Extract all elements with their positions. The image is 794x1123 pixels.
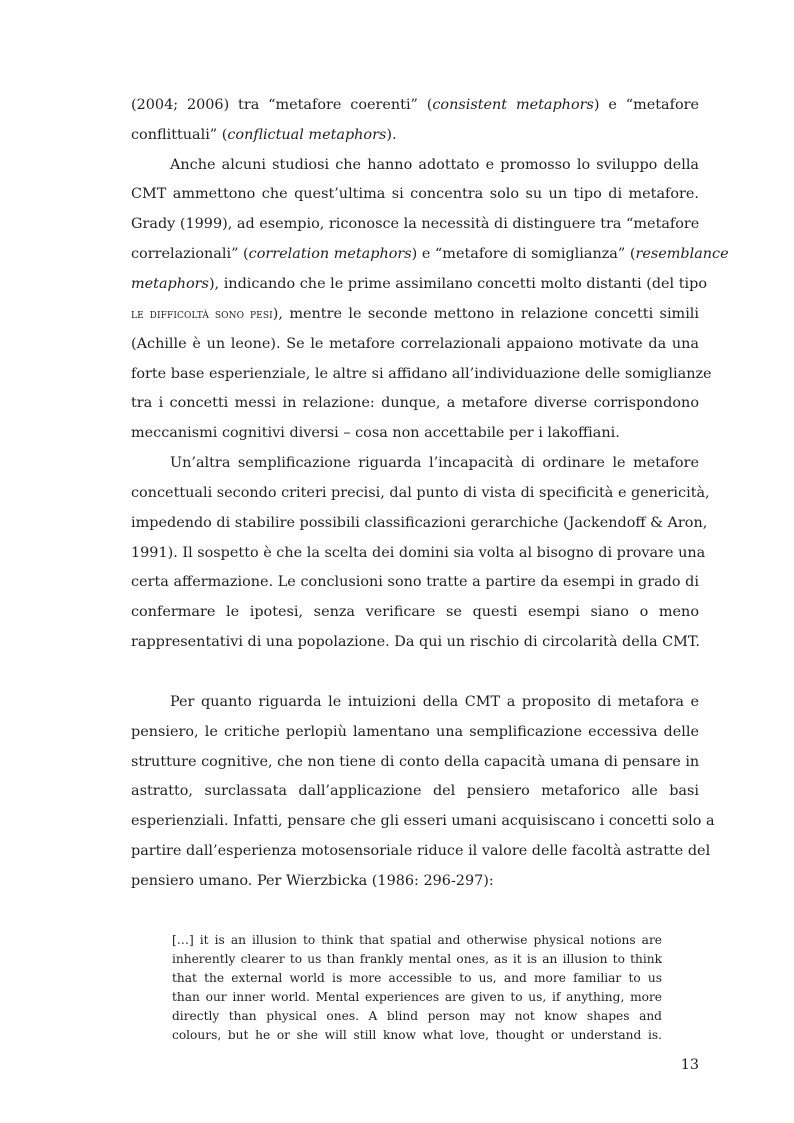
italic-term: conflictual metaphors xyxy=(227,127,387,143)
paragraph-line: (Achille è un leone). Se le metafore correlazionali appaiono motivate da una xyxy=(131,336,699,352)
text-run: correlazionali” ( xyxy=(131,246,249,262)
paragraph-line: rappresentativi di una popolazione. Da qui un rischio di circolarità della CMT. xyxy=(131,634,700,650)
text-run: ), mentre le seconde mettono in relazione concetti simili xyxy=(272,306,699,322)
quote-line: directly than physical ones. A blind person may not know shapes and xyxy=(172,1009,662,1023)
italic-term: resemblance xyxy=(635,246,729,262)
paragraph-line: Anche alcuni studiosi che hanno adottato e promosso lo sviluppo della xyxy=(170,157,699,173)
quote-line: inherently clearer to us than frankly mental ones, as it is an illusion to think xyxy=(172,952,662,966)
text-run: conflittuali” ( xyxy=(131,127,228,143)
paragraph-line: confermare le ipotesi, senza verificare se questi esempi siano o meno xyxy=(131,604,699,620)
text-run: ) e “metafore xyxy=(593,97,699,113)
paragraph-line: Un’altra semplificazione riguarda l’incapacità di ordinare le metafore xyxy=(170,455,699,471)
italic-term: consistent metaphors xyxy=(432,97,594,113)
paragraph-line: esperienziali. Infatti, pensare che gli esseri umani acquisiscano i concetti solo a xyxy=(131,813,715,829)
text-run: ). xyxy=(386,127,397,143)
text-run: ) e “metafore di somiglianza” ( xyxy=(411,246,636,262)
paragraph-line: certa affermazione. Le conclusioni sono tratte a partire da esempi in grado di xyxy=(131,574,699,590)
paragraph-line: Grady (1999), ad esempio, riconosce la necessità di distinguere tra “metafore xyxy=(131,216,700,232)
text-run: ), indicando che le prime assimilano concetti molto distanti (del tipo xyxy=(208,276,707,292)
quote-line: than our inner world. Mental experiences are given to us, if anything, more xyxy=(172,990,662,1004)
paragraph-line: meccanismi cognitivi diversi – cosa non accettabile per i lakoffiani. xyxy=(131,425,620,441)
quote-line: colours, but he or she will still know what love, thought or understand is. xyxy=(172,1028,662,1042)
paragraph-line: tra i concetti messi in relazione: dunque, a metafore diverse corrispondono xyxy=(131,395,699,411)
paragraph-line xyxy=(131,244,729,264)
paragraph-line: impedendo di stabilire possibili classificazioni gerarchiche (Jackendoff & Aron, xyxy=(131,515,708,531)
text-run: (2004; 2006) tra “metafore coerenti” ( xyxy=(131,97,433,113)
paragraph-line: pensiero umano. Per Wierzbicka (1986: 296-297): xyxy=(131,873,494,889)
small-caps-metaphor: le difficoltà sono pesi xyxy=(131,306,273,321)
italic-term: metaphors xyxy=(131,276,209,292)
paragraph-line xyxy=(131,304,699,324)
page-number: 13 xyxy=(680,1057,699,1073)
paragraph-line: pensiero, le critiche perlopiù lamentano una semplificazione eccessiva delle xyxy=(131,724,699,740)
paragraph-line xyxy=(131,125,699,145)
quote-line: […] it is an illusion to think that spatial and otherwise physical notions are xyxy=(172,933,662,947)
paragraph-line: forte base esperienziale, le altre si affidano all’individuazione delle somiglianze xyxy=(131,366,712,382)
paragraph-line xyxy=(131,95,699,115)
quote-line: that the external world is more accessible to us, and more familiar to us xyxy=(172,971,662,985)
paragraph-line: strutture cognitive, che non tiene di conto della capacità umana di pensare in xyxy=(131,754,700,770)
paragraph-line: 1991). Il sospetto è che la scelta dei domini sia volta al bisogno di provare una xyxy=(131,545,706,561)
paragraph-line xyxy=(131,274,707,294)
italic-term: correlation metaphors xyxy=(248,246,412,262)
paragraph-line: concettuali secondo criteri precisi, dal punto di vista di specificità e genericità, xyxy=(131,485,710,501)
paragraph-line: CMT ammettono che quest’ultima si concentra solo su un tipo di metafore. xyxy=(131,186,699,202)
paragraph-line: astratto, surclassata dall’applicazione del pensiero metaforico alle basi xyxy=(131,783,699,799)
paragraph-line: partire dall’esperienza motosensoriale riduce il valore delle facoltà astratte del xyxy=(131,843,711,859)
paragraph-line: Per quanto riguarda le intuizioni della CMT a proposito di metafora e xyxy=(170,694,699,710)
